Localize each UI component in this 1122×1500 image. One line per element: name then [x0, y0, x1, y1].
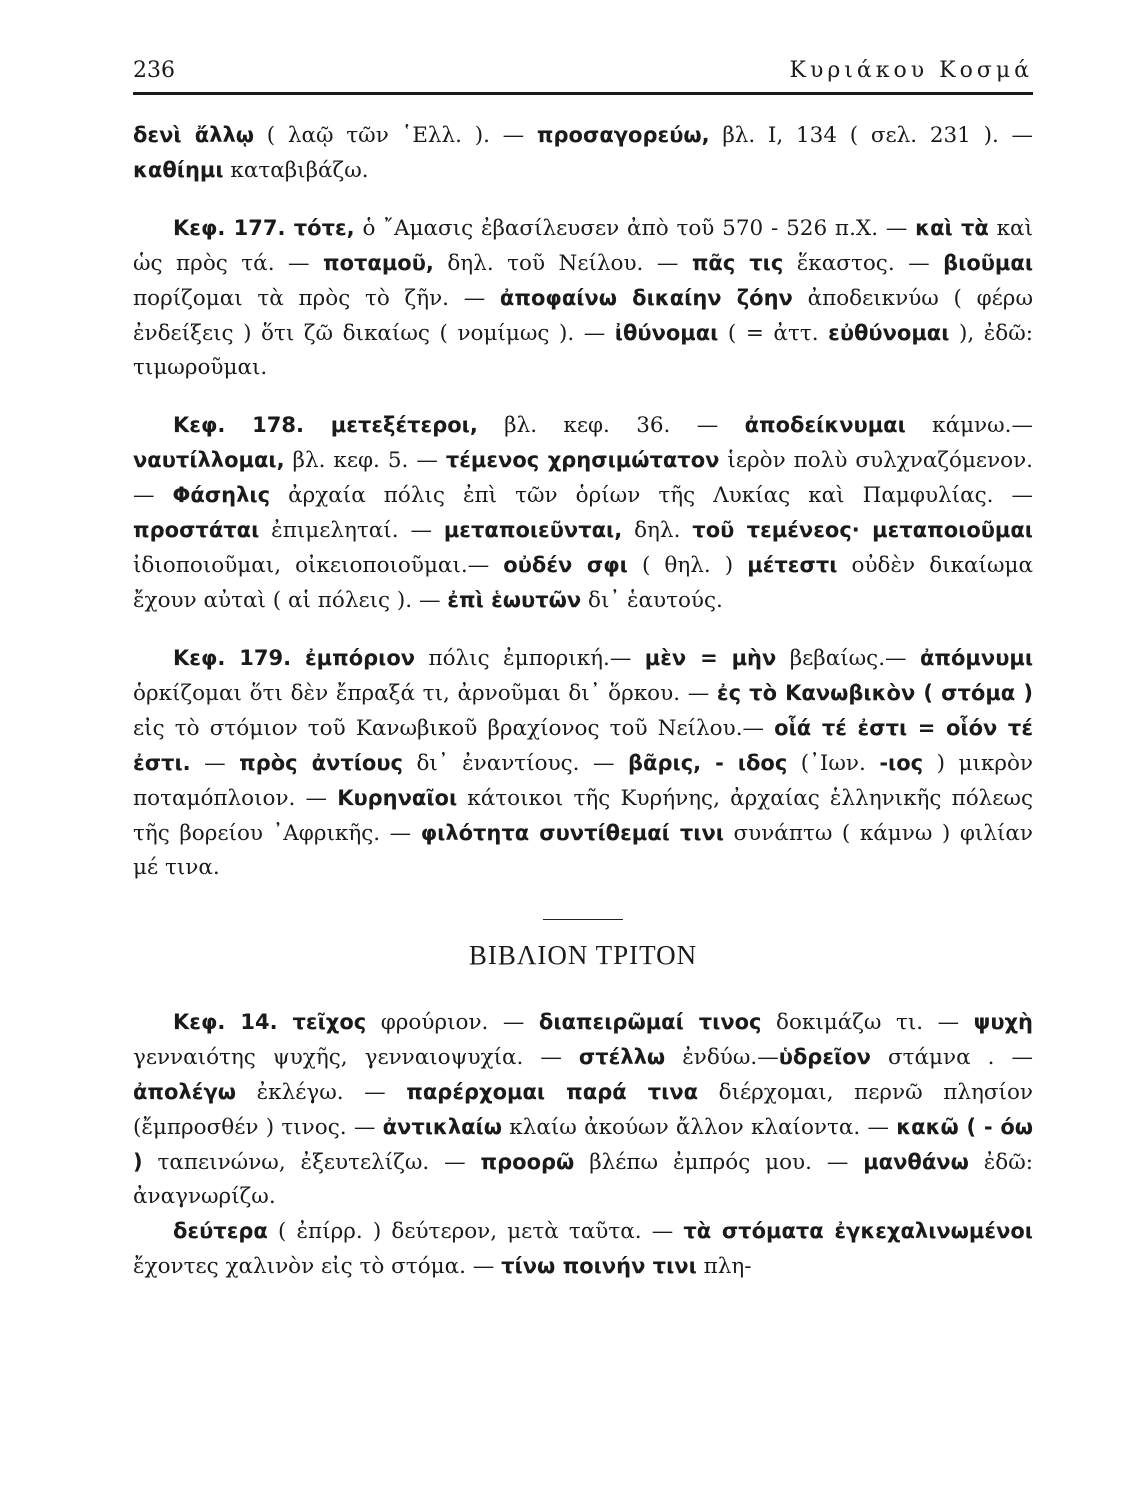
lemma: ποταμοῦ, [322, 251, 434, 275]
gloss: οὐδὲν δικαίωμα ἔχουν αὐταὶ ( αἱ πόλεις ). — [133, 553, 1033, 613]
lemma: ἀπολέγω [133, 1080, 237, 1104]
lemma: παρέρχομαι παρά τινα [406, 1080, 699, 1104]
gloss: ( = ἀττ. [718, 321, 829, 346]
gloss: δι᾽ ἑαυτούς. [581, 588, 723, 613]
lemma: διαπειρῶμαί τινος [538, 1010, 762, 1034]
lemma: καὶ τὰ [915, 216, 989, 240]
book-heading: ΒΙΒΛΙΟΝ ΤΡΙΤΟΝ [468, 940, 698, 970]
gloss: ἀποδεικνύω ( φέρω ἐνδείξεις ) ὅτι ζῶ δικαίως ( νομίμως ). — [133, 286, 1033, 346]
page-number: 236 [133, 58, 175, 83]
gloss: βλ. κεφ. 5. — [284, 448, 446, 473]
gloss: κλαίω ἀκούων ἄλλον κλαίοντα. — [502, 1115, 897, 1140]
gloss: δοκιμάζω τι. — [761, 1010, 974, 1035]
gloss: πορίζομαι τὰ πρὸς τὸ ζῆν. — [133, 286, 500, 311]
gloss: βεβαίως.— [776, 646, 920, 671]
lemma: ἀποφαίνω δικαίην ζόην [499, 286, 793, 310]
gloss: γενναιότης ψυχῆς, γενναιοψυχία. — [133, 1045, 579, 1070]
lemma: φιλότητα συντίθεμαί τινι [420, 821, 724, 845]
gloss: ἐδῶ: ἀναγνωρίζω. [133, 1150, 1033, 1209]
lemma: τίνω ποινήν τινι [501, 1254, 697, 1278]
lemma: Κεφ. 179. ἐμπόριον [173, 646, 416, 670]
paragraph [133, 211, 1033, 385]
gloss: ( ἐπίρρ. ) δεύτερον, μετὰ ταῦτα. — [267, 1219, 684, 1244]
lemma: στέλλω [578, 1045, 666, 1069]
lemma: μέτεστι [747, 553, 838, 577]
lemma: -ιος [879, 751, 924, 775]
lemma: Κεφ. 177. τότε, [173, 216, 355, 240]
lemma: πᾶς τις [691, 251, 784, 275]
page-header [133, 54, 1033, 90]
lemma: Φάσηλις [172, 483, 271, 507]
lemma: δενὶ ἄλλῳ [133, 123, 255, 147]
running-title: Κυριάκου Κοσμά [789, 58, 1033, 83]
gloss: στάμνα . — [870, 1045, 1033, 1070]
lemma: ἐπὶ ἑωυτῶν [447, 588, 582, 612]
paragraph [133, 1005, 1033, 1214]
lemma: ἀπόμνυμι [919, 646, 1034, 670]
gloss: βλ. I, 134 ( σελ. 231 ). — [709, 123, 1034, 148]
gloss: εἰς τὸ στόμιον τοῦ Κανωβικοῦ βραχίονος τοῦ Νείλου.— [133, 716, 775, 741]
lemma: προσαγορεύω, [536, 123, 710, 147]
lemma: τὰ στόματα ἐγκεχαλινωμένοι [683, 1219, 1033, 1243]
lemma: ψυχὴ [973, 1010, 1033, 1034]
gloss: κάμνω.— [905, 413, 1033, 438]
paragraph [133, 641, 1033, 885]
lemma: προορῶ [480, 1150, 575, 1174]
lemma: προστάται [133, 518, 260, 542]
gloss: ἐνδύω.— [665, 1045, 779, 1070]
lemma: δεύτερα [173, 1219, 268, 1243]
header-rule [133, 92, 1033, 95]
lemma: οὐδέν σφι [503, 553, 628, 577]
gloss: ἐπιμεληταί. — [259, 518, 444, 543]
lemma: Κεφ. 178. μετεξέτεροι, [173, 413, 478, 437]
lemma: κακῶ ( - όω ) [133, 1115, 1033, 1174]
gloss: ἀρχαία πόλις ἐπὶ τῶν ὁρίων τῆς Λυκίας καὶ Παμφυλίας. — [270, 483, 1034, 508]
lemma: Κυρηναῖοι [337, 786, 458, 810]
lemma: ἀντικλαίω [382, 1115, 502, 1139]
lemma: πρὸς ἀντίους [239, 751, 403, 775]
gloss: κάτοικοι τῆς Κυρήνης, ἀρχαίας ἑλληνικῆς πόλεως τῆς βορείου ᾽Αφρικῆς. — [133, 786, 1033, 846]
gloss: πλη- [696, 1254, 752, 1279]
gloss: ταπεινώνω, ἐξευτελίζω. — [142, 1150, 481, 1175]
lemma: ἰθύνομαι [614, 321, 719, 345]
lemma: καθίημι [133, 158, 224, 182]
lemma: μανθάνω [863, 1150, 969, 1174]
lemma: μὲν = μὴν [644, 646, 777, 670]
gloss: πόλις ἐμπορική.— [415, 646, 645, 671]
gloss: (᾽Ιων. [787, 751, 880, 776]
lemma: ναυτίλλομαι, [133, 448, 285, 472]
gloss: βλέπω ἐμπρός μου. — [574, 1150, 864, 1175]
gloss: ἕκαστος. — [783, 251, 944, 276]
gloss: καταβιβάζω. [223, 158, 369, 183]
paragraph [133, 1214, 1033, 1284]
lemma: εὐθύνομαι [828, 321, 950, 345]
lemma: ἀποδείκνυμαι [744, 413, 906, 437]
lemma: τοῦ τεμένεος· μεταποιοῦμαι [692, 518, 1033, 542]
gloss: ἐκλέγω. — [236, 1080, 407, 1105]
paragraph [133, 118, 1033, 188]
lemma: ὑδρεῖον [778, 1045, 871, 1069]
gloss: βλ. κεφ. 36. — [477, 413, 745, 438]
gloss: φρούριον. — [366, 1010, 539, 1035]
lemma: μεταποιεῦνται, [443, 518, 623, 542]
gloss: ( θηλ. ) [627, 553, 748, 578]
section-divider [543, 919, 623, 920]
gloss: ὁρκίζομαι ὅτι δὲν ἔπραξά τι, ἀρνοῦμαι δι᾽ ὅρκου. — [133, 681, 717, 706]
gloss: ), ἐδῶ: τιμωροῦμαι. [133, 321, 1033, 380]
gloss: ) μικρὸν ποταμόπλοιον. — [133, 751, 1033, 811]
gloss: ( λαῷ τῶν ῾Ελλ. ). — [254, 123, 537, 148]
gloss: ἰδιοποιοῦμαι, οἰκειοποιοῦμαι.— [133, 553, 504, 578]
gloss: δι᾽ ἐναντίους. — [402, 751, 629, 776]
gloss: καὶ ὡς πρὸς τά. — [133, 216, 1034, 276]
paragraph [133, 408, 1033, 618]
gloss: — [190, 751, 240, 776]
gloss: ἱερὸν πολὺ συλχναζόμενον.— [133, 448, 1033, 508]
gloss: διέρχομαι, περνῶ πλησίον (ἔμπροσθέν ) τινος. — [133, 1080, 1033, 1140]
gloss: ὁ ῎Αμασις ἐβασίλευσεν ἀπὸ τοῦ 570 - 526 π.Χ. — [354, 216, 916, 241]
lemma: τέμενος χρησιμώτατον [445, 448, 720, 472]
lemma: οἷά τέ ἐστι = οἷόν τέ ἐστι. [133, 716, 1034, 775]
lemma: βᾶρις, - ιδος [628, 751, 788, 775]
gloss: συνάπτω ( κάμνω ) φιλίαν μέ τινα. [133, 821, 1033, 880]
page-body [133, 118, 1033, 1284]
lemma: ἐς τὸ Κανωβικὸν ( στόμα ) [716, 681, 1033, 705]
lemma: βιοῦμαι [943, 251, 1033, 275]
gloss: ἔχοντες χαλινὸν εἰς τὸ στόμα. — [133, 1254, 502, 1279]
gloss: δηλ. τοῦ Νείλου. — [433, 251, 692, 276]
gloss: δηλ. [622, 518, 693, 543]
lemma: Κεφ. 14. τεῖχος [173, 1010, 367, 1034]
